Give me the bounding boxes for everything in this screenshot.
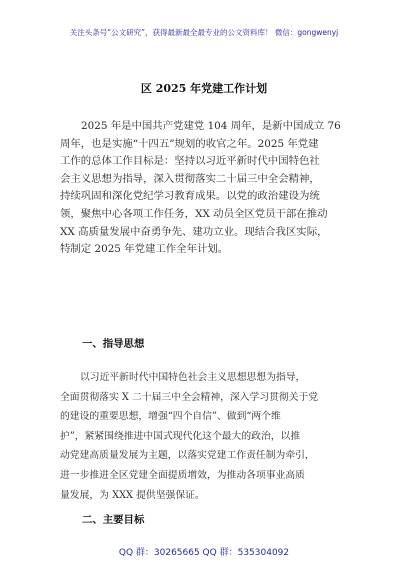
section-line: 的建设的重要思想，增强“四个自信”、做到“两个维 <box>60 411 281 423</box>
intro-line: 领，聚焦中心各项工作任务，XX 动员全区党员干部在推动 <box>60 207 328 220</box>
intro-line: 持续巩固和深化党纪学习教育成果。以党的政治建设为统 <box>60 190 320 203</box>
section-line: 动党建高质量发展为主题，以落实党建工作责任制为牵引， <box>60 450 315 462</box>
section-line: 全面贯彻落实 X 二十届三中全会精神，深入学习贯彻关于党 <box>60 391 319 403</box>
section-line: 量发展，为 XXX 提供坚强保证。 <box>60 489 205 501</box>
intro-line: 工作的总体工作目标是：坚持以习近平新时代中国特色社 <box>60 155 320 168</box>
intro-line: XX 高质量发展中奋勇争先、建功立业。现结合我区实际， <box>60 225 328 238</box>
section-heading-main-goals: 二、主要目标 <box>82 514 145 526</box>
document-title: 区 2025 年党建工作计划 <box>140 82 268 95</box>
intro-line: 2025 年是中国共产党建党 104 周年，是新中国成立 76 <box>81 120 341 132</box>
intro-line: 周年，也是实施“十四五”规划的收官之年。2025 年党建 <box>60 137 319 150</box>
top-banner: 关注头条号“公文研究”，获得最新最全最专业的公文资料库！ 微信：gongwenyj <box>69 28 339 37</box>
intro-line: 会主义思想为指导，深入贯彻落实二十届三中全会精神， <box>60 172 320 185</box>
footer-contact: QQ 群：30265665 QQ 群：535304092 <box>118 548 290 558</box>
intro-line: 特制定 2025 年党建工作全年计划。 <box>60 243 229 256</box>
section-line: 以习近平新时代中国特色社会主义思想思想为指导， <box>80 372 306 383</box>
section-line: 护”，紧紧围绕推进中国式现代化这个最大的政治，以推 <box>60 430 301 442</box>
section-heading-guiding-ideology: 一、指导思想 <box>82 338 145 350</box>
intro-paragraph <box>60 118 348 259</box>
section-line: 进一步推进全区党建全面提质增效，为推动各项事业高质 <box>60 469 305 481</box>
section-paragraph-guiding-ideology <box>60 368 356 505</box>
